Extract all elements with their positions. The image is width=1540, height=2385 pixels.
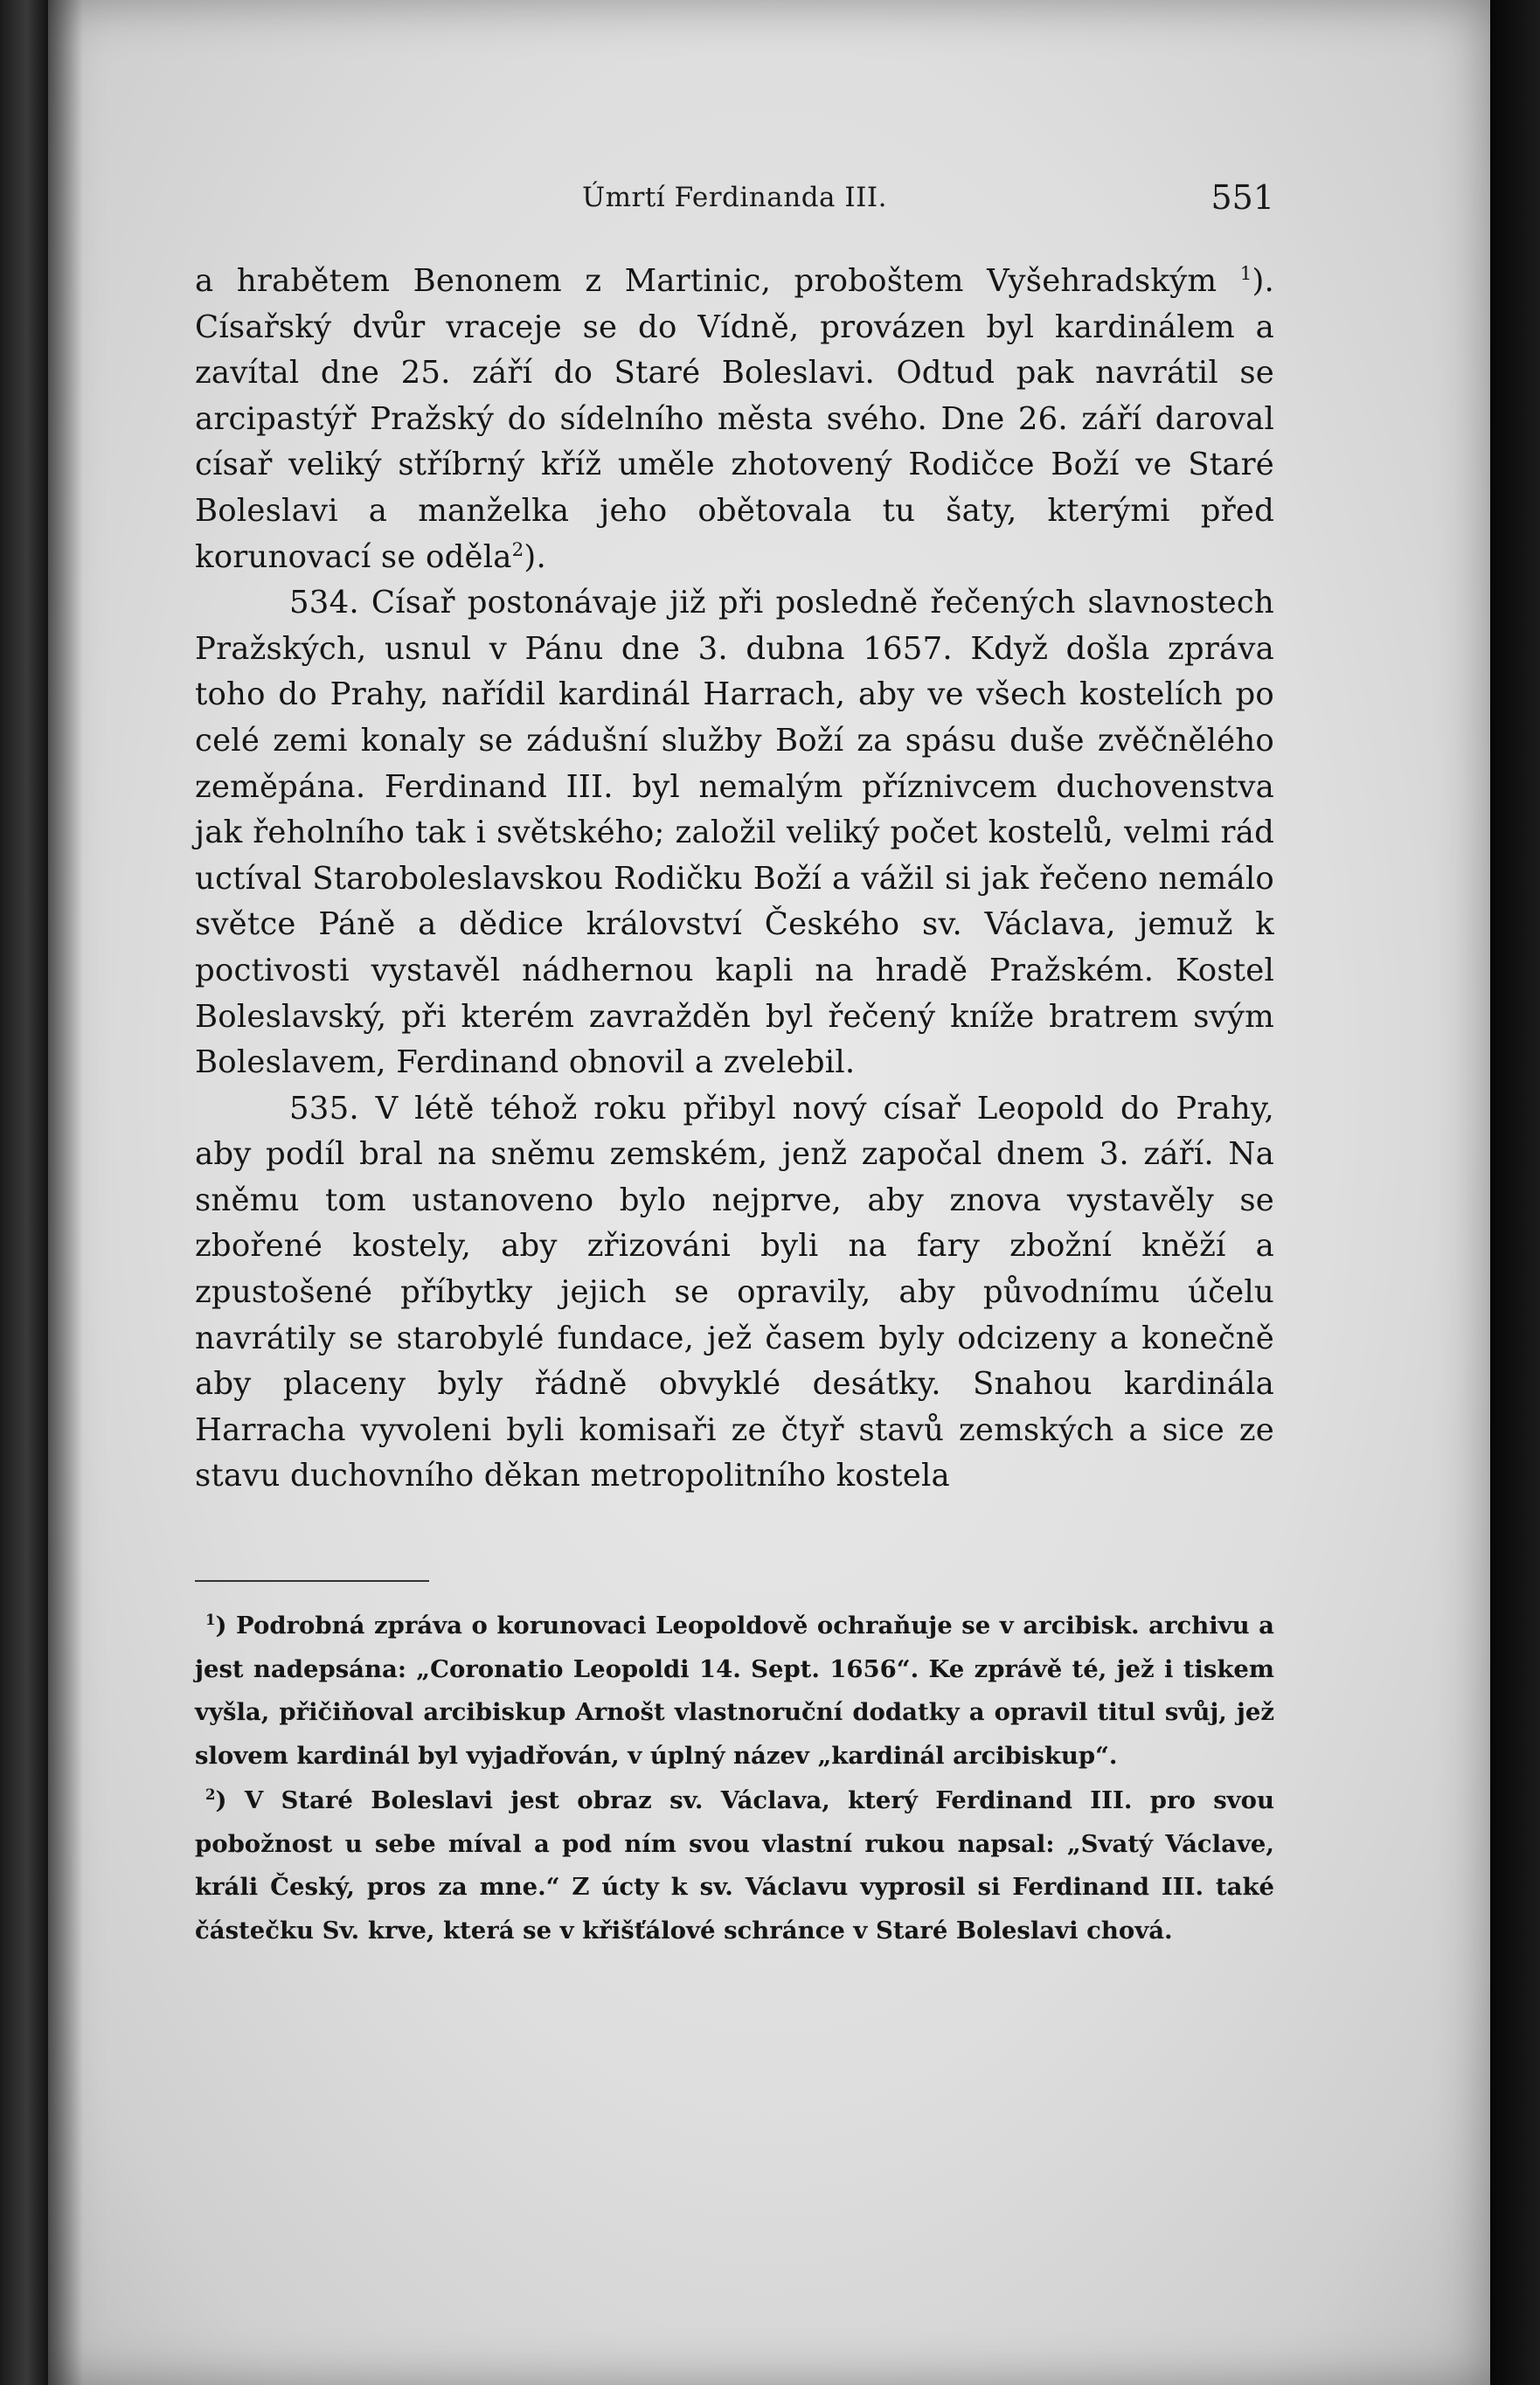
paragraph-535: 535. V létě téhož roku přibyl nový císař Leopold do Prahy, aby podíl bral na sněmu zemském, jenž započal dnem 3. září. Na sněmu tom ustanoveno bylo nejprve, aby znova vystavěly se zbořené kostely, aby zřizováni byli na fary zbožní kněží a zpustošené příbytky jejich se opravily, aby původnímu účelu navrátily se starobylé fundace, jež časem byly odcizeny a konečně aby placeny byly řádně obvyklé desátky. Snahou kardinála Harracha vyvoleni byli komisaři ze čtyř stavů zemských a sice ze stavu duchovního děkan metropolitního kostela — [195, 1090, 1274, 1494]
paragraph-continued — [195, 259, 1274, 580]
paragraph-text: ). — [524, 538, 546, 575]
page-number: 551 — [1210, 178, 1274, 217]
running-title: Úmrtí Ferdinanda III. — [582, 182, 887, 213]
footnotes — [195, 1605, 1274, 1952]
footnote-1 — [195, 1605, 1274, 1778]
paragraph-534: 534. Císař postonávaje již při posledně řečených slavnostech Pražských, usnul v Pánu dne 3. dubna 1657. Když došla zpráva toho do Prahy, nařídil kardinál Harrach, aby ve všech kostelích po celé zemi konaly se zádušní služby Boží za spásu duše zvěčnělého zeměpána. Ferdinand III. byl nemalým příznivcem duchovenstva jak řeholního tak i světského; založil veliký počet kostelů, velmi rád uctíval Staroboleslavskou Rodičku Boží a vážil si jak řečeno nemálo světce Páně a dědice království Českého sv. Václava, jemuž k poctivosti vystavěl nádhernou kapli na hradě Pražském. Kostel Boleslavský, při kterém zavražděn byl řečený kníže bratrem svým Boleslavem, Ferdinand obnovil a zvelebil. — [195, 585, 1274, 1081]
footnote-marker: 2 — [205, 1785, 216, 1803]
paragraph-text: ). Císařský dvůr vraceje se do Vídně, provázen byl kardinálem a zavítal dne 25. září do Staré Boleslavi. Odtud pak navrátil se arcipastýř Pražský do sídelního města svého. Dne 26. září daroval císař veliký stříbrný kříž uměle zhotovený Rodičce Boží ve Staré Boleslavi a manželka jeho obětovala tu šaty, kterými před korunovací se oděla — [195, 263, 1274, 575]
paragraph-text: a hrabětem Benonem z Martinic, proboštem Vyšehradským — [195, 263, 1217, 299]
footnote-2 — [195, 1779, 1274, 1952]
footnote-text: ) V Staré Boleslavi jest obraz sv. Václava, který Ferdinand III. pro svou pobožnost u sebe míval a pod ním svou vlastní rukou napsal: „Svatý Václave, králi Český, pros za mne.“ Z úcty k sv. Václavu vyprosil si Ferdinand III. také částečku Sv. krve, která se v křišťálové schránce v Staré Boleslavi chová. — [195, 1786, 1274, 1945]
running-head — [195, 178, 1274, 225]
footnote-marker: 1 — [205, 1611, 216, 1628]
footnote-text: ) Podrobná zpráva o korunovaci Leopoldově ochraňuje se v arcibisk. archivu a jest nadepsána: „Coronatio Leopoldi 14. Sept. 1656“. Ke zprávě té, jež i tiskem vyšla, přičiňoval arcibiskup Arnošt vlastnoruční dodatky a opravil titul svůj, jež slovem kardinál byl vyjadřován, v úplný název „kardinál arcibiskup“. — [195, 1612, 1274, 1770]
footnote-ref-2: 2 — [511, 538, 524, 561]
footnote-ref-1: 1 — [1239, 263, 1252, 286]
binding-shadow — [48, 0, 83, 2385]
main-text — [195, 259, 1274, 1500]
footnote-divider — [195, 1580, 429, 1582]
